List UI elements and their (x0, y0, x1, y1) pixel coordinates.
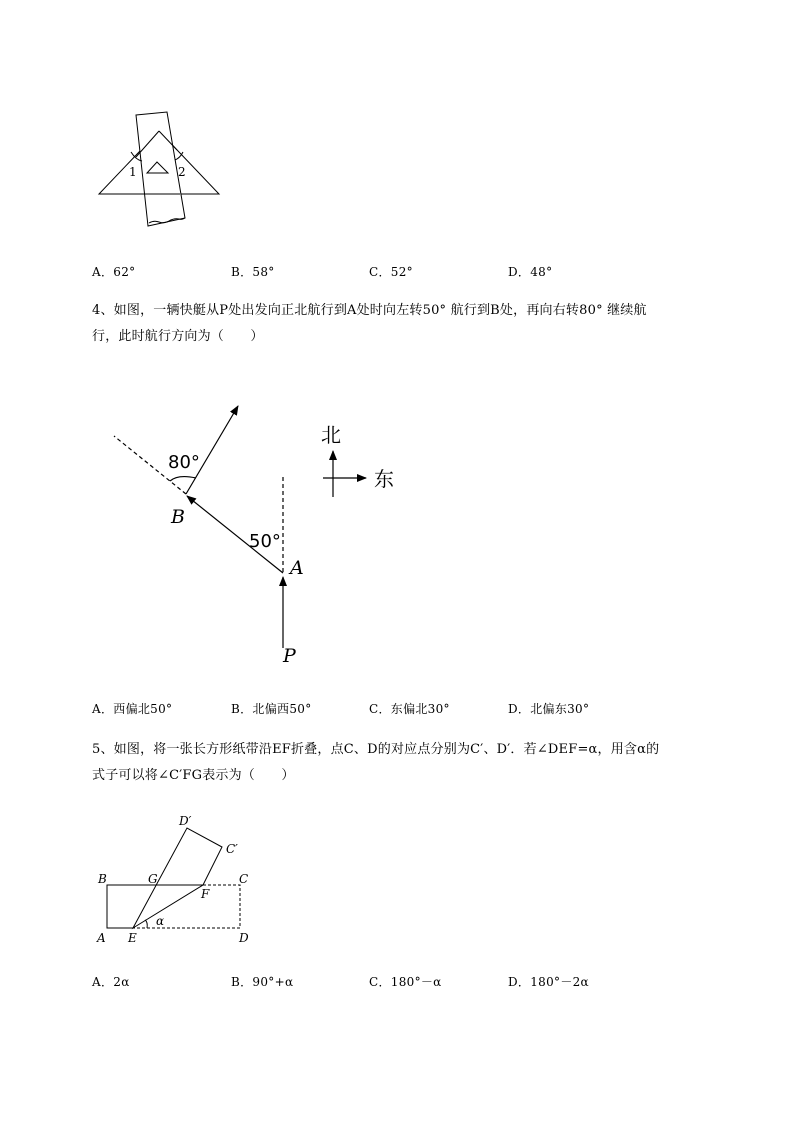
q5-label-c-prime: C′ (226, 842, 238, 856)
q5-label-a: A (97, 931, 106, 945)
q5-stem-line-2: 式子可以将∠C′FG表示为（ ） (92, 768, 295, 783)
q4-path-from-b (186, 406, 238, 494)
q5-option-a[interactable]: A．2α (92, 975, 130, 989)
q4-compass-north-label: 北 (321, 423, 341, 447)
q4-stem (92, 298, 737, 350)
q5-label-b: B (98, 872, 107, 886)
q4-option-b[interactable]: B．北偏西50° (231, 702, 312, 716)
q5-rect-dashed-part (133, 885, 240, 928)
q5-label-d: D (239, 931, 249, 945)
q5-label-e: E (128, 931, 137, 945)
q5-angle-arc-alpha (145, 920, 147, 928)
q4-angle-label-50: 50° (249, 531, 281, 552)
q5-label-d-prime: D′ (179, 814, 192, 828)
q5-rect-left-part (107, 885, 203, 928)
q5-label-c: C (239, 872, 249, 886)
q5-stem (92, 737, 737, 789)
q3-option-d[interactable]: D．48° (508, 265, 553, 279)
q4-compass-east-label: 东 (374, 467, 394, 491)
q4-angle-arc-80 (170, 477, 196, 481)
q4-figure (100, 395, 410, 675)
q3-options (92, 263, 732, 283)
q3-figure (94, 106, 224, 234)
q4-stem-line-1: 4、如图，一辆快艇从P处出发向正北航行到A处时向左转50° 航行到B处，再向右转80° 继续航 (92, 303, 647, 318)
q5-label-alpha: α (156, 914, 165, 928)
q5-option-b[interactable]: B．90°+α (231, 975, 294, 989)
q5-figure (90, 808, 260, 948)
q4-angle-label-80: 80° (168, 452, 200, 473)
q4-stem-line-2: 行，此时航行方向为（ ） (92, 329, 264, 344)
q5-option-c[interactable]: C．180°－α (369, 975, 442, 989)
q5-options (92, 973, 732, 993)
q3-option-b[interactable]: B．58° (231, 265, 275, 279)
q4-point-b: B (171, 506, 185, 528)
q3-option-c[interactable]: C．52° (369, 265, 413, 279)
q5-label-f: F (201, 887, 210, 901)
q5-label-g: G (148, 872, 158, 886)
q5-option-d[interactable]: D．180°－2α (508, 975, 589, 989)
q5-stem-line-1: 5、如图，将一张长方形纸带沿EF折叠，点C、D的对应点分别为C′、D′．若∠DEF=α，用含α的 (92, 742, 660, 757)
q4-option-d[interactable]: D．北偏东30° (508, 702, 590, 716)
q5-folded-part (133, 828, 222, 928)
q4-option-a[interactable]: A．西偏北50° (92, 702, 173, 716)
q4-option-c[interactable]: C．东偏北30° (369, 702, 450, 716)
q4-options (92, 700, 732, 720)
q3-angle-label-1: 1 (129, 165, 137, 179)
q4-point-p: P (283, 645, 296, 667)
q4-point-a: A (290, 557, 304, 579)
q3-option-a[interactable]: A．62° (92, 265, 136, 279)
q3-angle-label-2: 2 (178, 165, 186, 179)
